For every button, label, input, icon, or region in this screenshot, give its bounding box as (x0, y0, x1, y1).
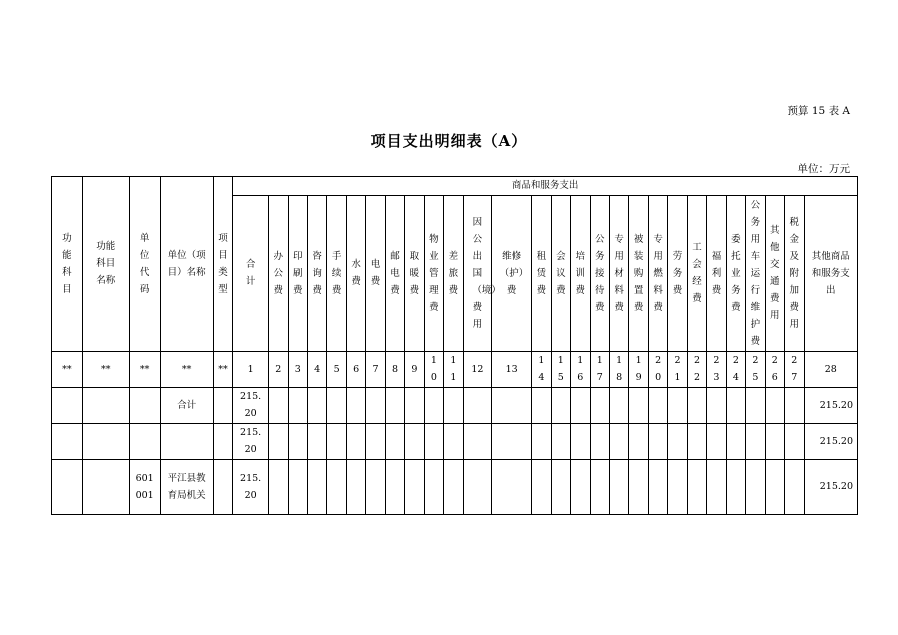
sub-header-cell: 福利费 (707, 196, 726, 352)
sub-header-cell: 差旅费 (444, 196, 463, 352)
sub-header-cell: 税金及附加费用 (785, 196, 804, 352)
index-cell: ** (213, 352, 232, 388)
index-cell: 3 (288, 352, 307, 388)
sub-header-cell: 劳务费 (668, 196, 687, 352)
index-cell: 16 (571, 352, 590, 388)
index-cell: 26 (765, 352, 784, 388)
sub-header-cell: 公务用车运行维护费 (746, 196, 765, 352)
header-cell: 项目类型 (213, 177, 232, 352)
index-cell: 19 (629, 352, 648, 388)
unit-code-cell: 601001 (129, 460, 160, 515)
sub-header-cell: 咨询费 (307, 196, 326, 352)
header-cell: 功能科目 (52, 177, 83, 352)
index-row (52, 352, 858, 388)
index-cell: 11 (444, 352, 463, 388)
index-cell: 8 (385, 352, 404, 388)
index-cell: 13 (492, 352, 532, 388)
group-header: 商品和服务支出 (233, 177, 858, 196)
total-cell: 215.20 (233, 424, 269, 460)
sub-header-cell: 印刷费 (288, 196, 307, 352)
sub-header-cell: 合计 (233, 196, 269, 352)
sub-header-cell: 专用材料费 (609, 196, 628, 352)
table-row (52, 424, 858, 460)
index-cell: 17 (590, 352, 609, 388)
sub-header-cell: 培训费 (571, 196, 590, 352)
page-title: 项目支出明细表（A） (370, 132, 528, 150)
sub-header-cell: 维修（护）费 (492, 196, 532, 352)
index-cell: 1 (233, 352, 269, 388)
sub-header-cell: 因公出国（境）费用 (463, 196, 492, 352)
index-cell: 4 (307, 352, 326, 388)
header-cell: 单位（项目）名称 (160, 177, 213, 352)
header-row-group (52, 177, 858, 196)
index-cell: 10 (424, 352, 443, 388)
index-cell: ** (129, 352, 160, 388)
index-cell: 2 (269, 352, 288, 388)
index-cell: ** (82, 352, 129, 388)
unit-name-cell: 合计 (160, 388, 213, 424)
index-cell: 9 (405, 352, 424, 388)
index-cell: 24 (726, 352, 745, 388)
index-cell: 7 (366, 352, 385, 388)
sub-header-cell: 会议费 (551, 196, 570, 352)
sub-header-cell: 电费 (366, 196, 385, 352)
sub-header-cell: 专用燃料费 (648, 196, 667, 352)
sub-header-cell: 办公费 (269, 196, 288, 352)
index-cell: 6 (346, 352, 365, 388)
other-cell: 215.20 (804, 460, 858, 515)
sub-header-cell: 租赁费 (532, 196, 551, 352)
other-cell: 215.20 (804, 388, 858, 424)
sub-header-cell: 工会经费 (687, 196, 706, 352)
index-cell: 21 (668, 352, 687, 388)
sub-header-cell: 其他商品和服务支出 (804, 196, 858, 352)
index-cell: 18 (609, 352, 628, 388)
index-cell: 22 (687, 352, 706, 388)
sub-header-cell: 邮电费 (385, 196, 404, 352)
total-cell: 215.20 (233, 460, 269, 515)
index-cell: 15 (551, 352, 570, 388)
index-cell: ** (52, 352, 83, 388)
other-cell: 215.20 (804, 424, 858, 460)
index-cell: 12 (463, 352, 492, 388)
index-cell: 27 (785, 352, 804, 388)
expenditure-table (51, 176, 858, 515)
unit-name-cell: 平江县教育局机关 (160, 460, 213, 515)
index-cell: 14 (532, 352, 551, 388)
header-cell: 单位代码 (129, 177, 160, 352)
sub-header-cell: 水费 (346, 196, 365, 352)
sub-header-cell: 手续费 (327, 196, 346, 352)
form-number: 预算 15 表 A (787, 105, 850, 117)
sub-header-cell: 取暖费 (405, 196, 424, 352)
sub-header-cell: 委托业务费 (726, 196, 745, 352)
table-row (52, 460, 858, 515)
sub-header-cell: 被装购置费 (629, 196, 648, 352)
index-cell: 5 (327, 352, 346, 388)
sub-header-cell: 公务接待费 (590, 196, 609, 352)
header-cell: 功能科目名称 (82, 177, 129, 352)
unit-name-cell (160, 424, 213, 460)
index-cell: ** (160, 352, 213, 388)
sub-header-cell: 物业管理费 (424, 196, 443, 352)
total-cell: 215.20 (233, 388, 269, 424)
table-row (52, 388, 858, 424)
index-cell: 28 (804, 352, 858, 388)
index-cell: 20 (648, 352, 667, 388)
index-cell: 25 (746, 352, 765, 388)
unit-label: 单位：万元 (797, 163, 850, 175)
index-cell: 23 (707, 352, 726, 388)
sub-header-cell: 其他交通费用 (765, 196, 784, 352)
